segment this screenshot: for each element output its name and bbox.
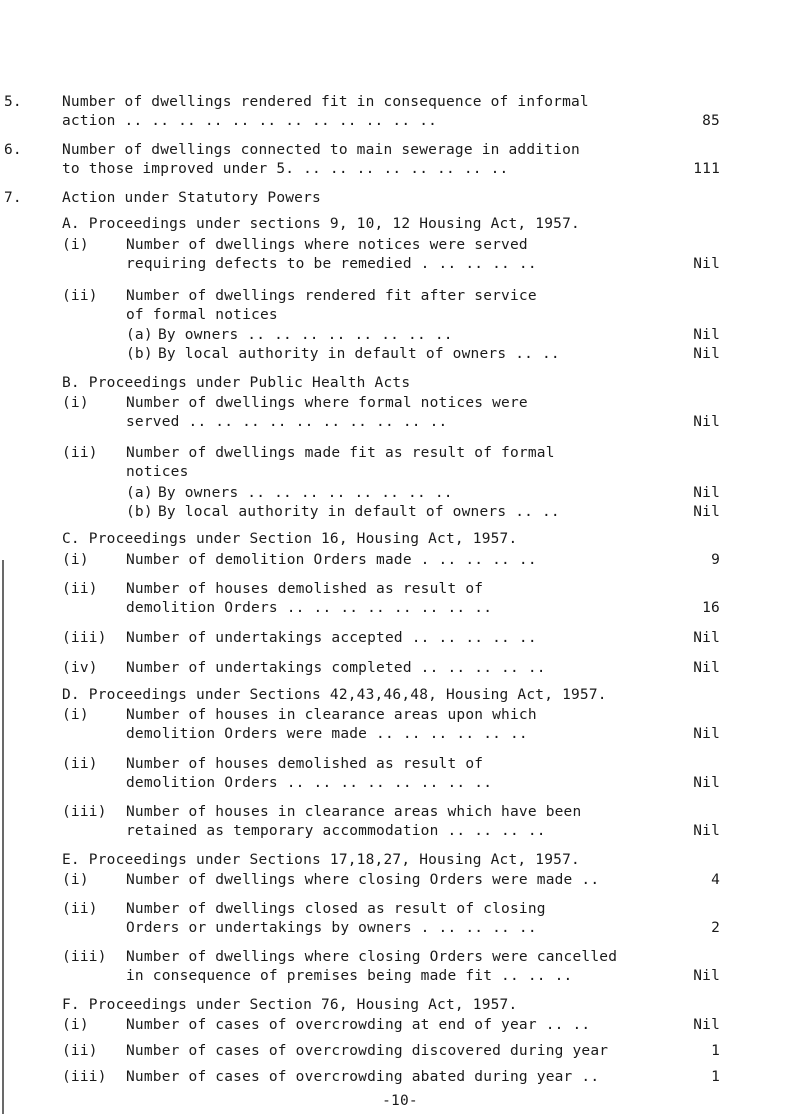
a-ii-b-text: By local authority in default of owners .. .. — [158, 346, 560, 362]
item-6-text-line1: Number of dwellings connected to main sewerage in addition — [62, 142, 580, 158]
f-iii-value: 1 — [711, 1069, 720, 1085]
section-d-heading: D. Proceedings under Sections 42,43,46,48, Housing Act, 1957. — [62, 687, 607, 703]
c-ii-label: (ii) — [62, 581, 98, 597]
b-ii-b-value: Nil — [693, 504, 720, 520]
b-ii-b-label: (b) — [126, 504, 153, 520]
d-ii-line2: demolition Orders .. .. .. .. .. .. .. .. — [126, 775, 493, 791]
a-ii-b-value: Nil — [693, 346, 720, 362]
section-f-heading: F. Proceedings under Section 76, Housing Act, 1957. — [62, 997, 518, 1013]
e-iii-line1: Number of dwellings where closing Orders were cancelled — [126, 949, 618, 965]
item-7-heading: Action under Statutory Powers — [62, 190, 321, 206]
b-ii-label: (ii) — [62, 445, 98, 461]
e-iii-value: Nil — [693, 968, 720, 984]
e-iii-label: (iii) — [62, 949, 107, 965]
e-ii-value: 2 — [711, 920, 720, 936]
d-i-line1: Number of houses in clearance areas upon which — [126, 707, 537, 723]
a-i-value: Nil — [693, 256, 720, 272]
section-e-heading: E. Proceedings under Sections 17,18,27, Housing Act, 1957. — [62, 852, 580, 868]
c-i-label: (i) — [62, 552, 89, 568]
e-i-value: 4 — [711, 872, 720, 888]
b-ii-a-label: (a) — [126, 485, 153, 501]
a-ii-line1: Number of dwellings rendered fit after service — [126, 288, 537, 304]
page-edge-rule — [2, 560, 4, 1114]
c-i-text: Number of demolition Orders made . .. .. .. .. — [126, 552, 537, 568]
b-i-line1: Number of dwellings where formal notices were — [126, 395, 528, 411]
a-i-line1: Number of dwellings where notices were served — [126, 237, 528, 253]
c-iv-label: (iv) — [62, 660, 98, 676]
c-i-value: 9 — [711, 552, 720, 568]
c-ii-value: 16 — [702, 600, 720, 616]
d-iii-line2: retained as temporary accommodation .. .. .. .. — [126, 823, 546, 839]
d-iii-label: (iii) — [62, 804, 107, 820]
f-ii-value: 1 — [711, 1043, 720, 1059]
item-6-number: 6. — [4, 142, 22, 158]
e-i-label: (i) — [62, 872, 89, 888]
b-i-line2: served .. .. .. .. .. .. .. .. .. .. — [126, 414, 448, 430]
e-iii-line2: in consequence of premises being made fit .. .. .. — [126, 968, 573, 984]
d-i-label: (i) — [62, 707, 89, 723]
f-iii-text: Number of cases of overcrowding abated during year .. — [126, 1069, 600, 1085]
a-ii-a-text: By owners .. .. .. .. .. .. .. .. — [158, 327, 453, 343]
d-ii-label: (ii) — [62, 756, 98, 772]
page-number: -10- — [382, 1093, 418, 1109]
item-5-number: 5. — [4, 94, 22, 110]
section-a-heading: A. Proceedings under sections 9, 10, 12 Housing Act, 1957. — [62, 216, 580, 232]
c-iii-text: Number of undertakings accepted .. .. .. .. .. — [126, 630, 537, 646]
a-ii-a-label: (a) — [126, 327, 153, 343]
c-ii-line2: demolition Orders .. .. .. .. .. .. .. .. — [126, 600, 493, 616]
f-ii-text: Number of cases of overcrowding discovered during year — [126, 1043, 609, 1059]
item-6-text-line2: to those improved under 5. .. .. .. .. .. .. .. .. — [62, 161, 509, 177]
e-ii-line1: Number of dwellings closed as result of closing — [126, 901, 546, 917]
d-i-line2: demolition Orders were made .. .. .. .. .. .. — [126, 726, 528, 742]
f-i-label: (i) — [62, 1017, 89, 1033]
f-ii-label: (ii) — [62, 1043, 98, 1059]
item-5-text-line2: action .. .. .. .. .. .. .. .. .. .. .. .. — [62, 113, 438, 129]
a-ii-line2: of formal notices — [126, 307, 278, 323]
section-b-heading: B. Proceedings under Public Health Acts — [62, 375, 411, 391]
e-i-text: Number of dwellings where closing Orders were made .. — [126, 872, 600, 888]
item-5-text-line1: Number of dwellings rendered fit in consequence of informal — [62, 94, 589, 110]
b-ii-a-value: Nil — [693, 485, 720, 501]
c-iii-label: (iii) — [62, 630, 107, 646]
f-iii-label: (iii) — [62, 1069, 107, 1085]
d-ii-line1: Number of houses demolished as result of — [126, 756, 484, 772]
a-ii-b-label: (b) — [126, 346, 153, 362]
d-i-value: Nil — [693, 726, 720, 742]
c-iii-value: Nil — [693, 630, 720, 646]
item-6-value: 111 — [693, 161, 720, 177]
a-i-line2: requiring defects to be remedied . .. .. .. .. — [126, 256, 537, 272]
c-iv-value: Nil — [693, 660, 720, 676]
b-ii-line1: Number of dwellings made fit as result of formal — [126, 445, 555, 461]
c-ii-line1: Number of houses demolished as result of — [126, 581, 484, 597]
b-ii-line2: notices — [126, 464, 189, 480]
b-i-label: (i) — [62, 395, 89, 411]
d-ii-value: Nil — [693, 775, 720, 791]
a-ii-label: (ii) — [62, 288, 98, 304]
a-ii-a-value: Nil — [693, 327, 720, 343]
c-iv-text: Number of undertakings completed .. .. .. .. .. — [126, 660, 546, 676]
f-i-text: Number of cases of overcrowding at end of year .. .. — [126, 1017, 591, 1033]
f-i-value: Nil — [693, 1017, 720, 1033]
b-i-value: Nil — [693, 414, 720, 430]
section-c-heading: C. Proceedings under Section 16, Housing Act, 1957. — [62, 531, 518, 547]
e-ii-label: (ii) — [62, 901, 98, 917]
a-i-label: (i) — [62, 237, 89, 253]
item-7-number: 7. — [4, 190, 22, 206]
b-ii-b-text: By local authority in default of owners .. .. — [158, 504, 560, 520]
d-iii-value: Nil — [693, 823, 720, 839]
d-iii-line1: Number of houses in clearance areas which have been — [126, 804, 582, 820]
b-ii-a-text: By owners .. .. .. .. .. .. .. .. — [158, 485, 453, 501]
e-ii-line2: Orders or undertakings by owners . .. .. .. .. — [126, 920, 537, 936]
item-5-value: 85 — [702, 113, 720, 129]
